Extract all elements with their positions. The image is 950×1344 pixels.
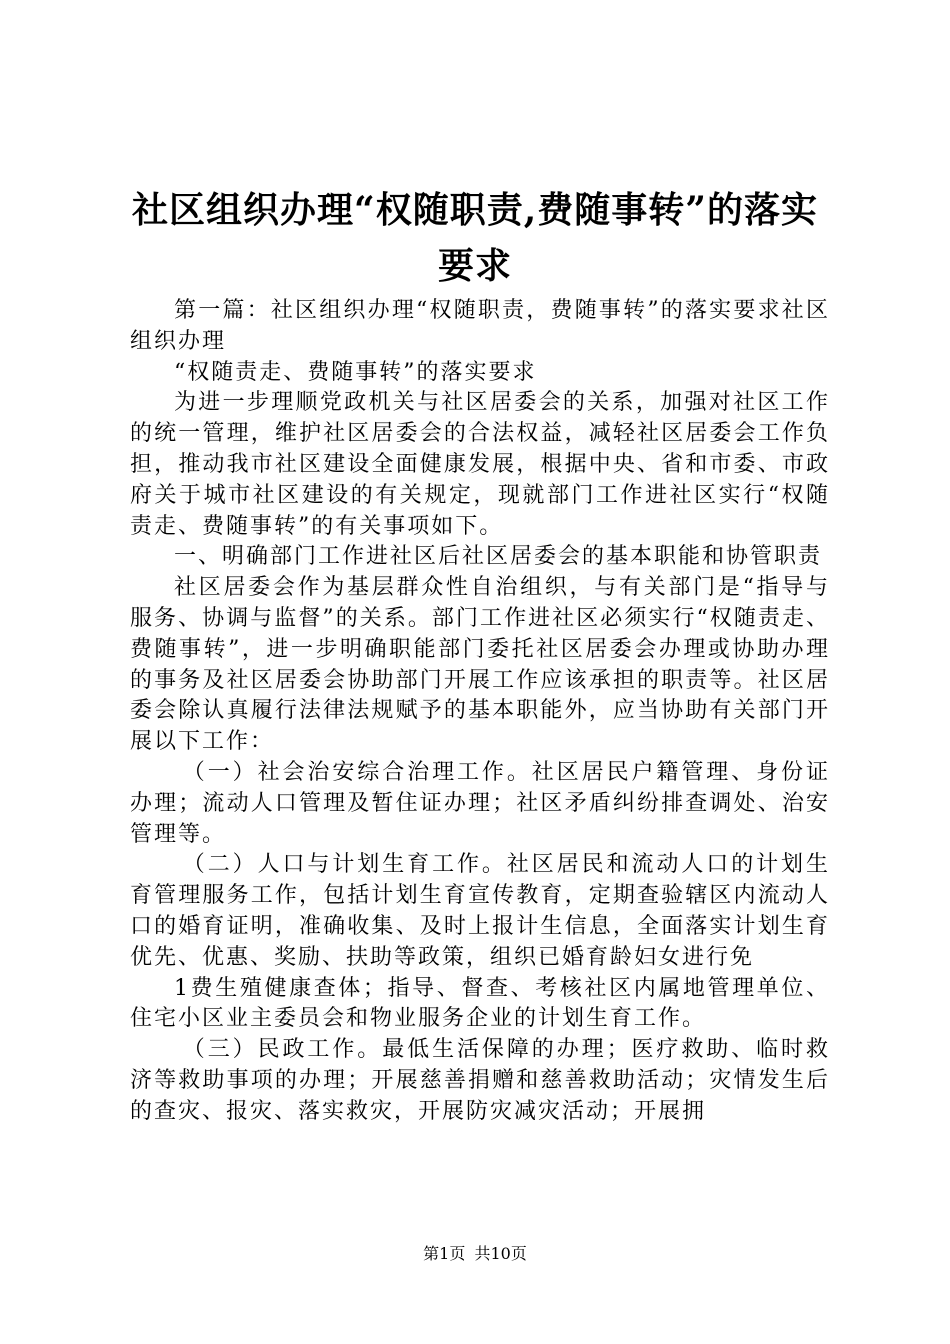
item-family-planning: （二）人口与计划生育工作。社区居民和流动人口的计划生育管理服务工作，包括计划生育宣传教育，定期查验辖区内流动人口的婚育证明，准确收集、及时上报计生信息，全面落实计划生育优先、优惠、奖励、扶助等政策，组织已婚育龄妇女进行免 <box>130 852 830 970</box>
section-heading-1: 一、明确部门工作进社区后社区居委会的基本职能和协管职责 <box>174 544 823 570</box>
paragraph-purpose: 为进一步理顺党政机关与社区居委会的关系，加强对社区工作的统一管理，维护社区居委会的合法权益，减轻社区居委会工作负担，推动我市社区建设全面健康发展，根据中央、省和市委、市政府关于城市社区建设的有关规定，现就部门工作进社区实行“权随责走、费随事转”的有关事项如下。 <box>130 390 830 539</box>
page-footer <box>0 1244 950 1264</box>
paragraph-subtitle: “权随责走、费随事转”的落实要求 <box>174 359 537 385</box>
page-total: 共10页 <box>474 1244 527 1263</box>
document-body <box>130 296 830 1128</box>
item-civil-affairs: （三）民政工作。最低生活保障的办理；医疗救助、临时救济等救助事项的办理；开展慈善捐赠和慈善救助活动；灾情发生后的查灾、报灾、落实救灾，开展防灾减灾活动；开展拥 <box>130 1037 830 1124</box>
document-title-line-2: 要求 <box>437 245 512 287</box>
item-public-security: （一）社会治安综合治理工作。社区居民户籍管理、身份证办理；流动人口管理及暂住证办理；社区矛盾纠纷排查调处、治安管理等。 <box>130 759 830 847</box>
paragraph-relationship: 社区居委会作为基层群众性自治组织，与有关部门是“指导与服务、协调与监督”的关系。部门工作进社区必须实行“权随责走、费随事转”，进一步明确职能部门委托社区居委会办理或协助办理的事务及社区居委会协助部门开展工作应该承担的职责等。社区居委会除认真履行法律法规赋予的基本职能外，应当协助有关部门开展以下工作： <box>130 575 830 755</box>
page-number: 第1页 <box>423 1244 466 1263</box>
paragraph-intro: 第一篇：社区组织办理“权随职责，费随事转”的落实要求社区组织办理 <box>130 298 830 354</box>
document-title-line-1: 社区组织办理“权随职责,费随事转”的落实 <box>132 189 818 231</box>
paragraph-continuation: 1费生殖健康查体；指导、督查、考核社区内属地管理单位、住宅小区业主委员会和物业服务企业的计划生育工作。 <box>130 975 830 1032</box>
